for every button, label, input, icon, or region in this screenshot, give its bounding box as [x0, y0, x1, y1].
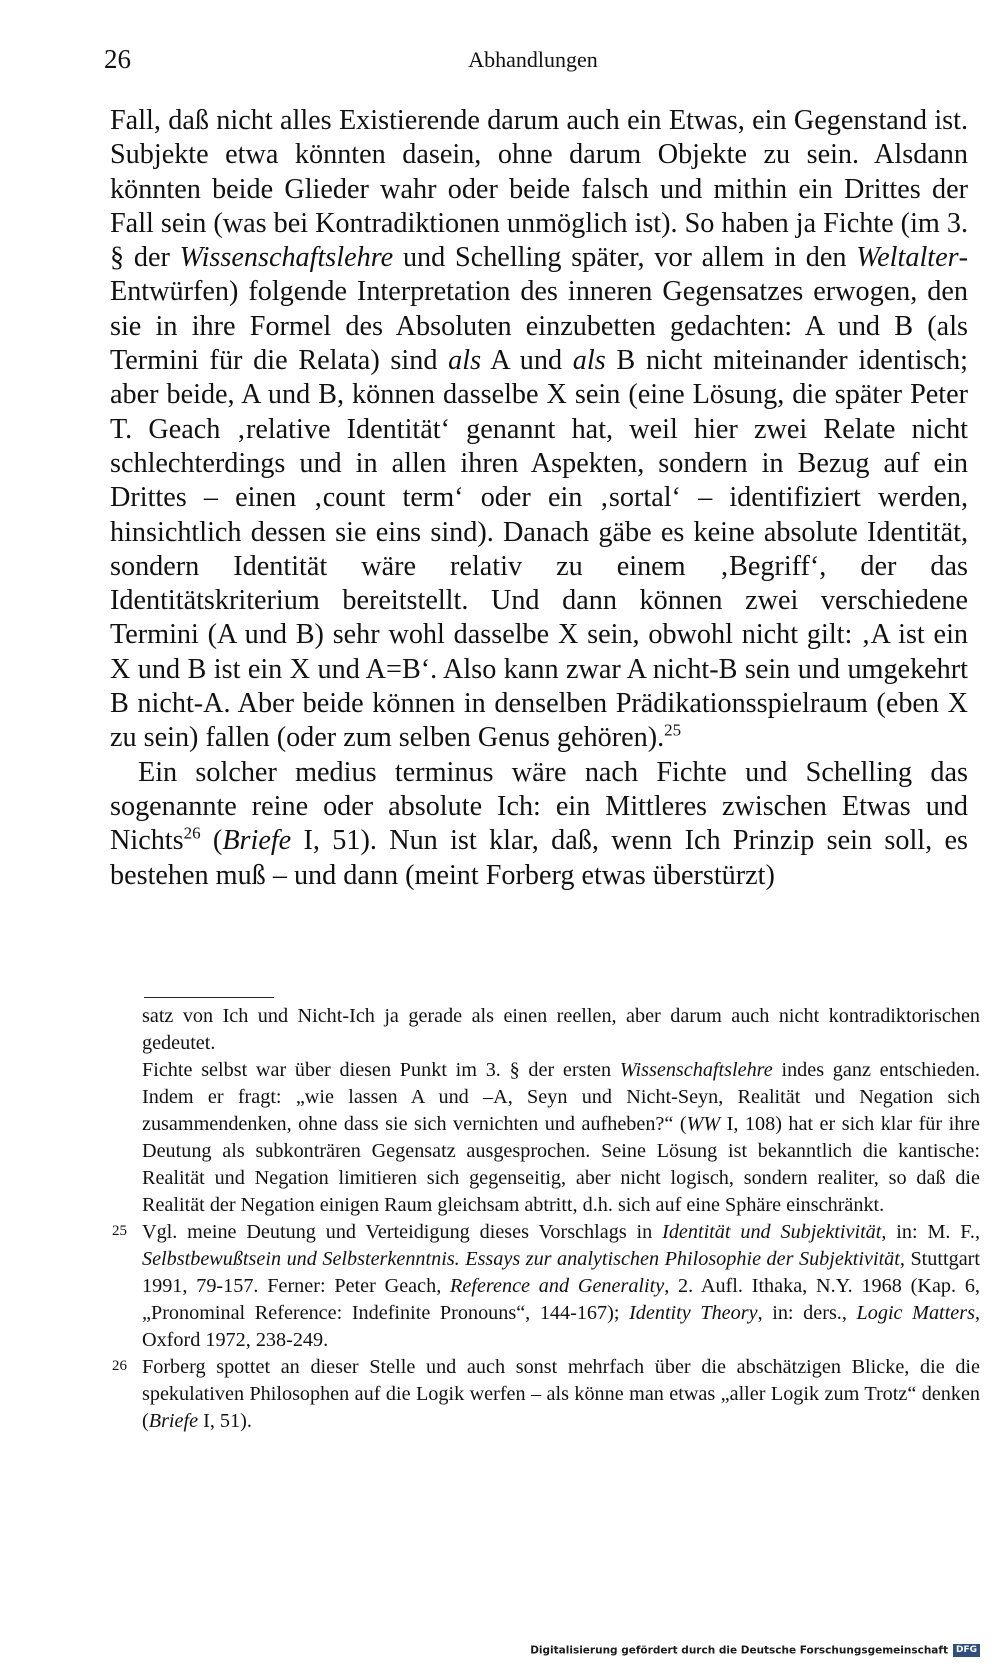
- paragraph: Ein solcher medius terminus wäre nach Fichte und Schelling das sogenannte reine oder absolute Ich: ein Mittleres zwischen Etwas und Nichts$^{26}$ (Briefe I, 51). Nun ist klar, daß, wenn Ich Prinzip sein soll, es bestehen muß – und dann (meint Forberg etwas überstürzt): [110, 756, 968, 891]
- footnote-continuation: Fichte selbst war über diesen Punkt im 3. § der ersten Wissenschaftslehre indes ganz entschieden. Indem er fragt: „wie lassen A und –A, Seyn und Nicht-Seyn, Realität und Negation sich zusammendenken, ohne dass sie sich vernichten und aufheben?“ (WW I, 108) hat er sich klar für ihre Deutung als subkonträren Gegensatz ausgesprochen. Seine Lösung ist bekanntlich die kantische: Realität und Negation limitieren sich gegenseitig, aber nicht logisch, sondern realiter, so daß die Realität der Negation einigen Raum gleichsam abtritt, d.h. sich auf eine Sphäre einschränkt.: [142, 1059, 980, 1216]
- footnote-divider: [144, 997, 274, 998]
- footnote-number: 26: [112, 1358, 127, 1374]
- footnotes: [112, 1003, 981, 1435]
- footnote-26: 26 Forberg spottet an dieser Stelle und auch sonst mehrfach über die abschätzigen Blicke, die die spekulativen Philosophen auf die Logik werfen – als könne man etwas „aller Logik zum Trotz“ denken (Briefe I, 51).: [112, 1356, 980, 1432]
- running-head: Abhandlungen: [468, 47, 598, 72]
- footnote-continuation: satz von Ich und Nicht-Ich ja gerade als einen reellen, aber darum auch nicht kontradiktorischen gedeutet.: [142, 1005, 980, 1054]
- digitization-credit: Digitalisierung gefördert durch die Deutsche Forschungsgemeinschaft DFG: [530, 1644, 980, 1657]
- footnote-25: 25 Vgl. meine Deutung und Verteidigung dieses Vorschlags in Identität und Subjektivität, in: M. F., Selbstbewußtsein und Selbsterkenntnis. Essays zur analytischen Philosophie der Subjektivität, Stuttgart 1991, 79-157. Ferner: Peter Geach, Reference and Generality, 2. Aufl. Ithaka, N.Y. 1968 (Kap. 6, „Pronominal Reference: Indefinite Pronouns“, 144-167); Identity Theory, in: ders., Logic Matters, Oxford 1972, 238-249.: [112, 1221, 981, 1351]
- paragraph: Fall, daß nicht alles Existierende darum auch ein Etwas, ein Gegenstand ist. Subjekte etwa könnten dasein, ohne darum Objekte zu sein. Alsdann könnten beide Glieder wahr oder beide falsch und mithin ein Drittes der Fall sein (was bei Kontradiktionen unmöglich ist). So haben ja Fichte (im 3. § der Wissenschaftslehre und Schelling später, vor allem in den Weltalter-Entwürfen) folgende Interpretation des inneren Gegensatzes erwogen, den sie in ihre Formel des Absoluten einzubetten gedachten: A und B (als Termini für die Relata) sind als A und als B nicht miteinander identisch; aber beide, A und B, können dasselbe X sein (eine Lösung, die später Peter T. Geach ‚relative Identität‘ genannt hat, weil hier zwei Relate nicht schlechterdings und in allen ihren Aspekten, sondern in Bezug auf ein Drittes – einen ‚count term‘ oder ein ‚sortal‘ – identifiziert werden, hinsichtlich dessen sie eins sind). Danach gäbe es keine absolute Identität, sondern Identität wäre relativ zu einem ‚Begriff‘, der das Identitätskriterium bereitstellt. Und dann können zwei verschiedene Termini (A und B) sehr wohl dasselbe X sein, obwohl nicht gilt: ‚A ist ein X und B ist ein X und A=B‘. Also kann zwar A nicht-B sein und umgekehrt B nicht-A. Aber beide können in denselben Prädikationsspielraum (eben X zu sein) fallen (oder zum selben Genus gehören).$^{25}$: [110, 105, 969, 754]
- page-header: [104, 44, 962, 78]
- footnote-ref[interactable]: 25: [664, 720, 682, 740]
- footnote-ref[interactable]: 26: [183, 823, 201, 843]
- main-text: [110, 104, 968, 893]
- footnote-number: 25: [112, 1223, 127, 1239]
- dfg-logo-icon: DFG: [953, 1644, 980, 1657]
- page-number: 26: [104, 44, 131, 74]
